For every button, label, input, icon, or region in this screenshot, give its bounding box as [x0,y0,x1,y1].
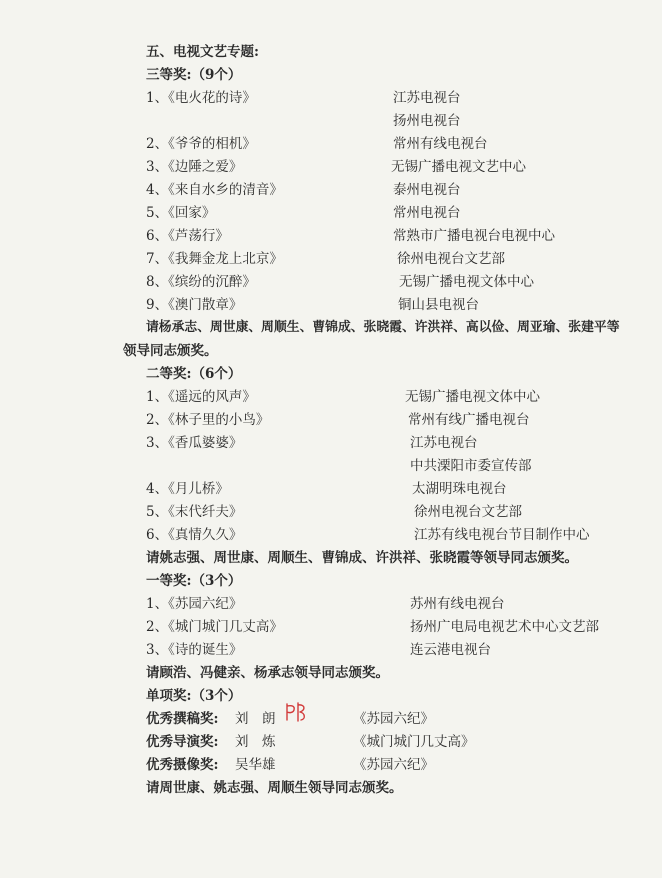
entry-org: 无锡广播电视文体中心 [399,274,534,290]
entry-title: 2、《林子里的小鸟》 [146,412,270,428]
entry-title: 2、《城门城门几丈高》 [146,619,283,635]
award-work: 《苏园六纪》 [353,757,434,773]
entry-title: 3、《诗的诞生》 [146,642,243,658]
entry-org: 江苏电视台 [410,435,478,451]
third-prize-heading: 三等奖:（9个） [146,67,242,83]
entry-org: 苏州有线电视台 [410,596,505,612]
entry-org: 无锡广播电视文体中心 [405,389,540,405]
section-title: 五、电视文艺专题: [146,44,259,60]
entry-org: 扬州电视台 [393,113,461,129]
entry-title: 6、《真情久久》 [146,527,243,543]
entry-title: 4、《月儿桥》 [146,481,229,497]
entry-title: 1、《电火花的诗》 [146,90,256,106]
entry-title: 7、《我舞金龙上北京》 [146,251,283,267]
presenters-line: 请杨承志、周世康、周顺生、曹锦成、张晓霞、许洪祥、高以俭、周亚瑜、张建平等 [146,320,620,335]
entry-title: 2、《爷爷的相机》 [146,136,256,152]
handwritten-mark [284,700,312,724]
entry-title: 5、《回家》 [146,205,216,221]
entry-org: 徐州电视台文艺部 [414,504,522,520]
entry-org: 常州电视台 [393,205,461,221]
entry-title: 8、《缤纷的沉醉》 [146,274,256,290]
entry-org: 中共溧阳市委宣传部 [410,458,532,474]
entry-title: 5、《末代纤夫》 [146,504,243,520]
presenters-line: 请周世康、姚志强、周顺生领导同志颁奖。 [146,780,403,796]
entry-title: 1、《遥远的风声》 [146,389,256,405]
entry-org: 徐州电视台文艺部 [397,251,505,267]
entry-org: 江苏有线电视台节目制作中心 [414,527,590,543]
entry-org: 常熟市广播电视台电视中心 [393,228,555,244]
entry-title: 6、《芦荡行》 [146,228,229,244]
entry-org: 泰州电视台 [393,182,461,198]
entry-org: 扬州广电局电视艺术中心文艺部 [410,619,599,635]
entry-title: 9、《澳门散章》 [146,297,243,313]
entry-title: 4、《来自水乡的清音》 [146,182,283,198]
award-work: 《苏园六纪》 [353,711,434,727]
entry-title: 3、《香瓜婆婆》 [146,435,243,451]
award-winner: 刘 炼 [235,734,276,750]
entry-org: 太湖明珠电视台 [412,481,507,497]
entry-org: 连云港电视台 [410,642,491,658]
entry-title: 1、《苏园六纪》 [146,596,243,612]
entry-org: 铜山县电视台 [398,297,479,313]
first-prize-heading: 一等奖:（3个） [146,573,242,589]
award-label: 优秀撰稿奖: [146,711,219,727]
presenters-line: 领导同志颁奖。 [123,343,218,359]
entry-org: 常州有线电视台 [393,136,488,152]
award-winner: 刘 朗 [235,711,276,727]
entry-org: 江苏电视台 [393,90,461,106]
award-winner: 吴华雄 [235,757,276,773]
entry-org: 常州有线广播电视台 [408,412,530,428]
award-work: 《城门城门几丈高》 [353,734,475,750]
award-label: 优秀摄像奖: [146,757,219,773]
award-label: 优秀导演奖: [146,734,219,750]
entry-title: 3、《边陲之爱》 [146,159,243,175]
presenters-line: 请姚志强、周世康、周顺生、曹锦成、许洪祥、张晓霞等领导同志颁奖。 [146,550,578,566]
second-prize-heading: 二等奖:（6个） [146,366,242,382]
presenters-line: 请顾浩、冯健亲、杨承志领导同志颁奖。 [146,665,389,681]
entry-org: 无锡广播电视文艺中心 [391,159,526,175]
single-award-heading: 单项奖:（3个） [146,688,242,704]
